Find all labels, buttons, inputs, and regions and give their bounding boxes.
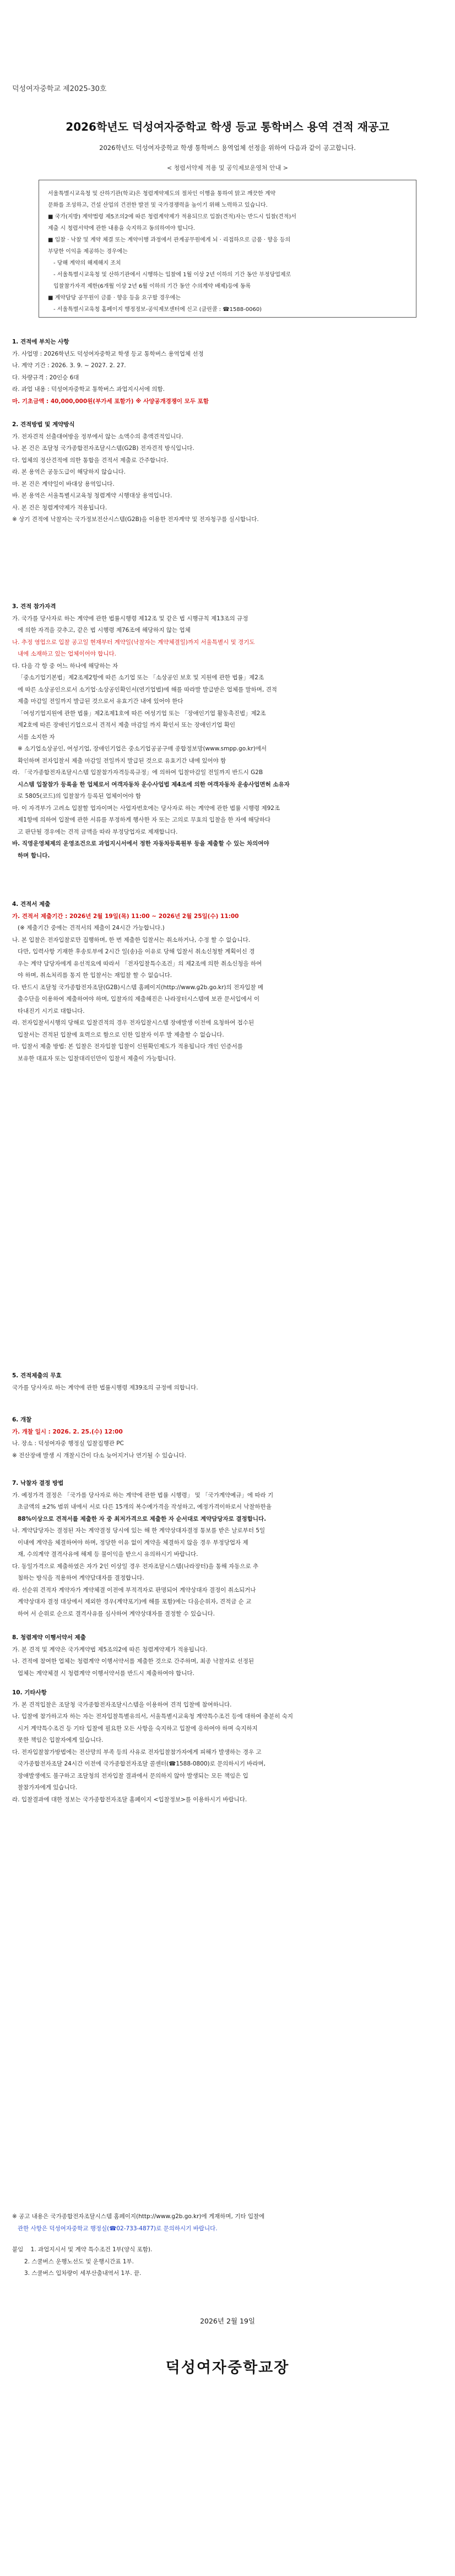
section-line: 라. 본 용역은 공동도급이 해당하지 않습니다. bbox=[12, 469, 126, 475]
section-line: 못한 책임은 입찰자에게 있습니다. bbox=[18, 1737, 104, 1743]
section-line: 나. 입찰에 참가하고자 하는 자는 전자입찰특별유의서, 서울특별시교육청 계약특수조건 등에 대하여 충분히 숙지 bbox=[12, 1713, 293, 1720]
section-line: 나. 추정 영업으로 입찰 공고일 현재부터 계약일(낙찰자는 계약체결일)까지 서울특별시 및 경기도 bbox=[12, 638, 255, 646]
notice-line: 서울특별시교육청 및 산하기관(학교)은 청렴계약제도의 절차인 이행을 통하여 맑고 깨끗한 계약 bbox=[48, 191, 276, 197]
section-line: 야 하며, 취소처리를 통지 한 입찰서는 재입찰 할 수 없습니다. bbox=[18, 972, 172, 979]
integrity-notice-box bbox=[39, 180, 416, 318]
section-line: 다. 동일가격으로 제출하였은 자가 2인 이상일 경우 전자조달시스템(나라장터)을 통해 자동으로 추 bbox=[12, 1563, 259, 1570]
section-title: 7. 낙찰자 결정 방법 bbox=[12, 1480, 64, 1486]
notice-line: ■ 국가(지방) 계약법령 제5조의2에 따른 청렴계약제가 적용되므로 입찰(견적)자는 반드시 입찰(견적)서 bbox=[48, 214, 296, 220]
base-amount-line: 마. 기초금액 : 40,000,000원(부가세 포함가) ※ 사양공개경쟁이 모두 포함 bbox=[12, 398, 209, 405]
section-line: 시스템 입찰참가 등록을 한 업체로서 여객자동차 운수사업법 제4조에 의한 여객자동차 운송사업면허 소유자 bbox=[18, 781, 290, 788]
section-line: 가. 본 견적입찰은 조달청 국가종합전자조달시스템을 이용하여 견적 입찰에 참여하니다. bbox=[12, 1701, 232, 1708]
section-line: 마. 입찰서 제출 방법: 본 입찰은 전자입찰 입찰이 신원확인제도가 적용됩니다 개인 인증서를 bbox=[12, 1043, 243, 1050]
attachment-item: 1. 과업지시서 및 계약 특수조건 1부(양식 포함). bbox=[30, 2246, 153, 2253]
section-line: 88%이상으로 견적서를 제출한 자 중 최저가격으로 제출한 자 순서대로 계약담당자로 결정합니다. bbox=[18, 1515, 267, 1522]
section-line: 고 판단될 경우에는 견적 금액을 따라 부정당업자로 제재합니다. bbox=[18, 828, 178, 835]
section-line: 가. 국가를 당사자로 하는 계약에 관한 법률시행령 제12조 및 같은 법 시행규칙 제13조의 규정 bbox=[12, 615, 248, 622]
section-line: ※ 소기업소상공인, 여성기업, 장애인기업은 중소기업공공구매 종합정보망(www.smpp.go.kr)에서 bbox=[18, 745, 267, 752]
document-number: 덕성여자중학교 제2025-30호 bbox=[12, 85, 107, 93]
section-line: 나. 본 입찰은 전자입찰로만 집행하며, 한 번 제출한 입찰서는 취소하거나, 수정 할 수 없습니다. bbox=[12, 936, 251, 943]
section-line: 다. 반드시 조달청 국가종합전자조달(G2B)시스템 홈페이지(http://www.g2b.go.kr)의 전자입찰 메 bbox=[12, 984, 264, 991]
section-line: 입찰서는 견적된 입찰에 효력으로 함으로 인한 입찰자 이루 발 제출할 수 없습니다. bbox=[18, 1031, 224, 1038]
section-line: 다. 업체의 정산견적에 의한 통합을 견적서 제출로 간주합니다. bbox=[12, 457, 169, 464]
section-estimate-items bbox=[12, 336, 443, 407]
section-line: 초금액의 ±2% 범위 내에서 서로 다른 15개의 복수예가격을 작성하고, 예정가격이하로서 낙찰하한율 bbox=[18, 1504, 272, 1510]
section-line: 다. 전자입찰참가방법에는 전산망의 부족 등의 사유로 전자입찰참가자에게 피해가 발생하는 경우 고 bbox=[12, 1748, 262, 1756]
section-line: 장애발생에도 불구하고 조달청의 전자입찰 결과에서 문의하지 않아 발생되는 모든 책임은 입 bbox=[18, 1772, 248, 1779]
closing-line: 관한 사항은 덕성여자중학교 행정실(☎02-733-4877)로 문의하시기 바랍니다. bbox=[18, 2225, 218, 2232]
section-line: 하여 서 순위로 순으로 결격사유를 심사하여 계약상대자를 결정할 수 있습니다. bbox=[18, 1610, 215, 1617]
section-line: 라. 전자입찰서시행의 당해로 입찰견적의 경우 전자입찰시스템 장애발생 이전에 요청하여 접수된 bbox=[12, 1019, 254, 1026]
section-invalidity bbox=[12, 1370, 443, 1394]
section-line: 서를 소지한 자 bbox=[18, 733, 55, 740]
section-line: 첨하는 방식을 적용하여 계약담대자를 결정합니다. bbox=[18, 1575, 144, 1581]
section-line: 사. 본 건은 청렴계약제가 적용됩니다. bbox=[12, 504, 107, 511]
section-line: 우는 계약 담당자에게 유선적요에 따라서 「전자입찰특수조건」의 제2조에 의한 취소신청을 하여 bbox=[18, 960, 262, 967]
notice-line: - 당해 계약의 해제해지 조치 bbox=[53, 260, 121, 266]
section-line: 타내진기 시기로 대합니다. bbox=[18, 1007, 85, 1015]
section-title: 5. 견적제출의 무효 bbox=[12, 1372, 62, 1379]
section-line: 이내에 계약을 체결하여야 하며, 정당한 이유 없이 계약을 체결하지 않을 경우 부정당업자 제 bbox=[18, 1539, 248, 1546]
section-line: 에 따른 소상공인으로서 소기업·소상공인확인서(연기업법)에 해를 따라발 발급받은 업체를 말하며, 견적 bbox=[18, 686, 277, 693]
section-submission bbox=[12, 899, 443, 1065]
notice-line: - 서울특별시교육청 및 산하기관에서 시행하는 입찰에 1월 이상 2년 이하의 기간 동안 부정당업제로 bbox=[53, 272, 291, 278]
announcement-date: 2026년 2월 19일 bbox=[200, 2317, 255, 2325]
section-line: 에 의한 자격을 갖추고, 같은 법 시행령 제76조에 해당하지 않는 업체 bbox=[18, 627, 191, 634]
section-line: 라. 입찰결과에 대한 정보는 국가종합전자조달 홈페이지 <입찰정보>를 이용하시기 바랍니다. bbox=[12, 1796, 247, 1803]
section-qualification bbox=[12, 601, 443, 862]
section-title: 6. 개찰 bbox=[12, 1416, 32, 1423]
section-line: ※ 상기 견적에 낙찰자는 국가정보전산시스템(G2B)을 이용한 전자계약 및 전자청구를 실시합니다. bbox=[12, 516, 259, 523]
section-line: 확인하며 전자입찰서 제출 마감일 전일까지 발급된 것으로 유효기간 내에 있어야 함 bbox=[18, 757, 226, 764]
section-line: 다. 다음 각 항 중 어느 하나에 해당하는 자 bbox=[12, 662, 118, 669]
section-line: 로 5805(코드)의 입찰참가 등록된 업체이어야 함 bbox=[18, 793, 142, 799]
section-line: 바. 직영운영체제의 운영조건으로 과업지시서에서 정한 자동차등록원부 등을 제출할 수 있는 차의여야 bbox=[12, 840, 269, 847]
section-line: 나. 장소 : 덕성여자중 행정실 입찰집행관 PC bbox=[12, 1440, 124, 1447]
section-award bbox=[12, 1478, 443, 1620]
closing-notice bbox=[12, 2211, 443, 2235]
notice-line: 부당한 이익을 제공하는 경우에는 bbox=[48, 249, 128, 255]
section-line: 업체는 계약체결 시 청렴계약 이행서약서를 반드시 제출하여야 합니다. bbox=[18, 1670, 194, 1677]
section-misc bbox=[12, 1687, 443, 1806]
notice-line: - 서울특별시교육청 홈페이지 행정정보-공익제보센터에 신고 (클린콜 : ☎1588-0060) bbox=[53, 307, 262, 313]
section-line: 가. 전자견적 선출대여방을 정부에서 않는 소액수의 총액견적입니다. bbox=[12, 433, 183, 440]
opening-datetime: 가. 개찰 일시 : 2026. 2. 25.(수) 12:00 bbox=[12, 1428, 123, 1435]
section-line: (※ 제출기간 중에는 견적서의 제출이 24시간 가능합니다.) bbox=[18, 925, 165, 931]
notice-line: 문화를 조성하고, 건설 산업의 건전한 발전 및 국가경쟁력을 높이기 위해 노력하고 있습니다. bbox=[48, 202, 268, 208]
section-line: 가. 예정가격 결정은 「국가를 당사자로 하는 계약에 관한 법률 시행령」 및 「국가계약예규」에 따라 기 bbox=[12, 1491, 274, 1499]
section-line: 하며 합니다. bbox=[18, 852, 50, 859]
section-line: 마. 본 건은 계약일이 바대상 용역입니다. bbox=[12, 480, 115, 487]
section-line: 바. 본 용역은 서울특별시교육청 청렴계약 시행대상 용역입니다. bbox=[12, 492, 172, 499]
notice-line: 입찰참가자격 제한(6개월 이상 2년 6월 이하의 기간 동안 수의계약 배제)등에 동록 bbox=[53, 283, 251, 289]
submission-period: 가. 견적서 제출기간 : 2026년 2월 19일(목) 11:00 ~ 2026년 2월 25일(수) 11:00 bbox=[12, 913, 239, 920]
section-title: 2. 견적방법 및 계약방식 bbox=[12, 421, 75, 428]
attachments bbox=[12, 2244, 443, 2280]
section-title: 1. 견적에 부치는 사항 bbox=[12, 339, 69, 345]
section-line: ※ 전산장애 발생 시 개찰시간이 다소 늦어지거나 연기될 수 있습니다. bbox=[12, 1452, 187, 1459]
section-line: 다만, 입력사항 기재한 후송토부에 2시간 일(송)을 이유로 당해 입찰서 취소신청할 계획이신 경 bbox=[18, 948, 255, 955]
section-line: 재, 수의계약 결격사유에 해제 등 불이익을 받으시 유의하시기 바랍니다. bbox=[18, 1551, 198, 1558]
section-line: 제출 마감일 전일까지 발급된 것으로서 유효기간 내에 있어야 한다 bbox=[18, 698, 183, 705]
notice-line: ■ 입찰 · 낙찰 및 계약 체결 또는 계약이행 과정에서 관계공무원에게 뇌 · 리접하으로 금품 · 향응 등의 bbox=[48, 237, 291, 243]
page-title: 2026학년도 덕성여자중학교 학생 등교 통학버스 용역 견적 재공고 bbox=[66, 120, 389, 133]
section-line: 마. 이 자격부가 고려소 입찰할 업자이며는 사업자번호에는 당사자로 하는 계약에 관한 법률 시행령 제92조 bbox=[12, 804, 280, 812]
section-line: 다. 차량규격 : 20인승 6대 bbox=[12, 374, 79, 381]
section-opening bbox=[12, 1414, 443, 1462]
section-line: 가. 본 견적 및 계약은 국가계약법 제5조의2에 따른 청렴계약제가 적용됩니다. bbox=[12, 1646, 208, 1653]
section-method bbox=[12, 419, 443, 526]
section-line: 국가를 당사자로 하는 계약에 관한 법률시행령 제39조의 규정에 의합니다. bbox=[12, 1384, 198, 1391]
issuer-name: 덕성여자중학교장 bbox=[165, 2359, 290, 2376]
section-title: 3. 견적 참가자격 bbox=[12, 603, 56, 610]
section-title: 4. 견적서 제출 bbox=[12, 901, 51, 908]
attachment-item: 2. 스쿨버스 운행노선도 및 운행시간표 1부. bbox=[24, 2258, 134, 2265]
section-line: 시거 계약특수조건 등 기타 입찰에 필요한 모든 사항을 숙지하고 입찰에 응하여야 하며 숙지하지 bbox=[18, 1725, 258, 1732]
section-line: 「중소기업기본법」제2조제2항에 따른 소기업 또는 「소상공인 보호 및 지원에 관한 법률」제2조 bbox=[18, 674, 264, 681]
section-line: 출수단을 이용하여 제출하여야 하며, 입찰자의 제출해진은 나라장터시스템에 보관 문서입에서 이 bbox=[18, 996, 260, 1002]
section-line: 보유한 대표자 또는 입찰대리인만이 입찰서 제출이 가능합니다. bbox=[18, 1055, 176, 1062]
attachments-label: 붙임 bbox=[12, 2246, 24, 2253]
section-line: 제1항에 의하여 입찰에 관한 서류를 부정하게 행사한 자 또는 고의로 무효의 입찰을 한 자에 해당하다 bbox=[18, 817, 271, 823]
section-line: 찰참가자에게 있습니다. bbox=[18, 1784, 78, 1791]
section-line: 내에 소재하고 있는 업체이어야 합니다. bbox=[18, 651, 116, 657]
section-line: 제2호에 따른 장애인기업으로서 견적서 제출 마감일 까지 확인서 또는 장애인기업 확인 bbox=[18, 722, 236, 728]
section-integrity-pledge bbox=[12, 1632, 443, 1679]
section-line: 나. 견적에 참여한 업체는 청렴계약 이행서약서를 제출한 것으로 간주하며, 최종 낙찰자로 선정된 bbox=[12, 1658, 254, 1665]
intro-text: 2026학년도 덕성여자중학교 학생 통학버스 용역업체 선정을 위하여 다음과 같이 공고합니다. bbox=[99, 144, 356, 152]
section-line: 「여성기업지원에 관한 법률」제2조제1호에 따른 여성기업 또는 「장애인기업 활동촉진법」제2조 bbox=[18, 710, 266, 717]
attachment-item: 3. 스쿨버스 입차량이 세부산출내역서 1부. 끝. bbox=[24, 2270, 142, 2277]
notice-header: < 청렴서약제 적용 및 공익제보운영처 안내 > bbox=[166, 164, 289, 171]
section-line: 나. 계약담당자는 결정된 자는 계약결정 당시에 있는 해 한 계약상대자결정 통보를 받은 날로부터 5일 bbox=[12, 1527, 266, 1534]
section-line: 라. 선순위 견적자 계약자가 계약체결 이전에 부적격자로 판명되어 계약상대자 결정이 취소되거나 bbox=[12, 1586, 256, 1593]
notice-line: ■ 계약담당 공무원이 금품 · 향응 등을 요구할 경우에는 bbox=[48, 295, 181, 301]
section-title: 8. 청렴계약 이행서약서 제출 bbox=[12, 1634, 86, 1641]
section-line: 가. 사업명 : 2026학년도 덕성여자중학교 학생 등교 통학버스 용역업체 선정 bbox=[12, 350, 204, 357]
section-line: 라. 「국가종합전자조달시스템 입찰참가자격등록규정」에 의하여 입찰마감일 전일까지 반드시 G2B bbox=[12, 769, 263, 776]
notice-line: 제출 시 청렴서약에 관한 내용을 숙지하고 동의하여야 합니다. bbox=[48, 226, 195, 232]
section-line: 나. 계약 기간 : 2026. 3. 9. ~ 2027. 2. 27. bbox=[12, 362, 126, 369]
section-line: 계약상대자 결정 대상에서 제외한 경우(계약포기)에 해를 포함)에는 다음순위자, 견적금 순 교 bbox=[18, 1598, 252, 1605]
section-line: 나. 본 건은 조달청 국가종합전자조달시스템(G2B) 전자견적 방식입니다. bbox=[12, 445, 194, 452]
closing-line: ※ 공고 내용은 국가종합전자조달시스템 홈페이지(http://www.g2b.go.kr)에 게재하며, 기타 입찰에 bbox=[12, 2213, 265, 2220]
section-line: 라. 과업 내용 : 덕성여자중학교 통학버스 과업지시서에 의함. bbox=[12, 386, 165, 393]
section-line: 국가종합전자조달 24시간 이전에 국가종합전자조달 콜센터(☎1588-0800)로 문의하시기 바라며, bbox=[18, 1761, 266, 1767]
section-title: 10. 기타사항 bbox=[12, 1689, 47, 1696]
